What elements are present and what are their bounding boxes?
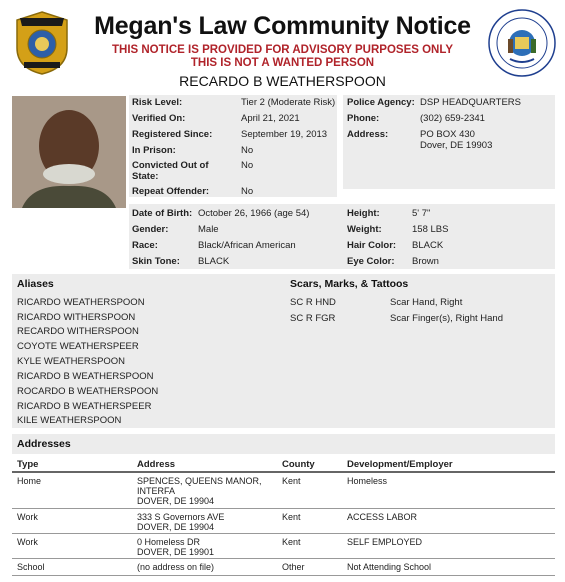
address-row-divider — [12, 575, 555, 576]
race-label: Race: — [132, 240, 158, 251]
eye-color-label: Eye Color: — [347, 256, 395, 267]
address-line3: DOVER, DE 19904 — [137, 496, 215, 506]
weight-label: Weight: — [347, 224, 382, 235]
addresses-col-type: Type — [17, 459, 39, 470]
addresses-col-employer: Development/Employer — [347, 459, 453, 470]
in-prison-value: No — [241, 145, 254, 156]
advisory-notice-line2: THIS IS NOT A WANTED PERSON — [190, 57, 375, 69]
address-row-divider — [12, 533, 555, 534]
addresses-title: Addresses — [17, 438, 71, 450]
address-employer: Not Attending School — [347, 562, 432, 572]
advisory-notice-line1: THIS NOTICE IS PROVIDED FOR ADVISORY PURPOSES ONLY — [111, 44, 453, 56]
repeat-offender-label: Repeat Offender: — [132, 186, 210, 197]
police-agency-value: DSP HEADQUARTERS — [420, 97, 522, 108]
address-row-divider — [12, 558, 555, 559]
skin-tone-value: BLACK — [198, 256, 230, 267]
addresses-col-county: County — [282, 459, 315, 470]
alias-item: ROCARDO B WEATHERSPOON — [17, 386, 159, 397]
state-police-badge-logo — [12, 10, 72, 76]
address-type: Home — [17, 476, 42, 486]
convicted-out-of-state-label: Convicted Out of State: — [132, 160, 209, 182]
alias-item: KYLE WEATHERSPOON — [17, 356, 126, 367]
alias-item: RICARDO B WEATHERSPEER — [17, 401, 152, 412]
address-type: School — [17, 562, 45, 572]
weight-value: 158 LBS — [412, 224, 449, 235]
scar-code: SC R HND — [290, 297, 336, 308]
verified-on-label: Verified On: — [132, 113, 186, 124]
address-line1: SPENCES, QUEENS MANOR, — [137, 476, 262, 486]
scar-description: Scar Hand, Right — [390, 297, 463, 308]
registered-since-value: September 19, 2013 — [241, 129, 328, 140]
address-employer: ACCESS LABOR — [347, 512, 418, 522]
dob-label: Date of Birth: — [132, 208, 193, 219]
address-county: Kent — [282, 537, 301, 547]
address-line2: DOVER, DE 19901 — [137, 547, 215, 557]
risk-level-label: Risk Level: — [132, 97, 183, 108]
addresses-col-address: Address — [137, 459, 176, 470]
agency-address-line2: Dover, DE 19903 — [420, 140, 493, 151]
address-line1: (no address on file) — [137, 562, 215, 572]
address-county: Kent — [282, 512, 301, 522]
address-county: Kent — [282, 476, 301, 486]
address-type: Work — [17, 537, 38, 547]
race-value: Black/African American — [198, 240, 296, 251]
address-employer: SELF EMPLOYED — [347, 537, 423, 547]
gender-label: Gender: — [132, 224, 169, 235]
height-value: 5' 7" — [412, 208, 431, 219]
phone-value: (302) 659-2341 — [420, 113, 485, 124]
address-row-divider — [12, 508, 555, 509]
registered-since-label: Registered Since: — [132, 129, 213, 140]
alias-item: KILE WEATHERSPOON — [17, 415, 122, 426]
skin-tone-label: Skin Tone: — [132, 256, 180, 267]
alias-item: RICARDO WEATHERSPOON — [17, 297, 145, 308]
hair-color-value: BLACK — [412, 240, 444, 251]
alias-item: COYOTE WEATHERSPEER — [17, 341, 139, 352]
repeat-offender-value: No — [241, 186, 254, 197]
address-line2: DOVER, DE 19904 — [137, 522, 215, 532]
offender-photo — [12, 96, 126, 208]
advisory-notice — [80, 44, 485, 70]
addresses-header-divider — [12, 471, 555, 473]
page-title: Megan's Law Community Notice — [94, 12, 471, 40]
state-seal-logo — [488, 9, 556, 77]
address-line1: 0 Homeless DR — [137, 537, 201, 547]
alias-item: RECARDO WITHERSPOON — [17, 326, 139, 337]
dob-value: October 26, 1966 (age 54) — [198, 208, 310, 219]
scar-code: SC R FGR — [290, 313, 336, 324]
physical-description-panel — [129, 204, 555, 269]
height-label: Height: — [347, 208, 380, 219]
verified-on-value: April 21, 2021 — [241, 113, 300, 124]
alias-item: RICARDO WITHERSPOON — [17, 312, 136, 323]
address-line2: INTERFA — [137, 486, 176, 496]
address-county: Other — [282, 562, 305, 572]
phone-label: Phone: — [347, 113, 380, 124]
aliases-title: Aliases — [17, 278, 54, 290]
agency-address-line1: PO BOX 430 — [420, 129, 475, 140]
offender-name: RECARDO B WEATHERSPOON — [179, 73, 386, 89]
address-employer: Homeless — [347, 476, 388, 486]
address-line1: 333 S Governors AVE — [137, 512, 225, 522]
risk-level-value: Tier 2 (Moderate Risk) — [241, 97, 336, 108]
alias-item: RICARDO B WEATHERSPOON — [17, 371, 154, 382]
gender-value: Male — [198, 224, 219, 235]
hair-color-label: Hair Color: — [347, 240, 397, 251]
eye-color-value: Brown — [412, 256, 439, 267]
addresses-title-bar — [12, 434, 555, 454]
in-prison-label: In Prison: — [132, 145, 176, 156]
scar-description: Scar Finger(s), Right Hand — [390, 313, 503, 324]
scars-marks-tattoos-title: Scars, Marks, & Tattoos — [290, 278, 409, 290]
address-type: Work — [17, 512, 38, 522]
police-agency-label: Police Agency: — [347, 97, 415, 108]
agency-address-label: Address: — [347, 129, 389, 140]
convicted-out-of-state-value: No — [241, 160, 254, 171]
